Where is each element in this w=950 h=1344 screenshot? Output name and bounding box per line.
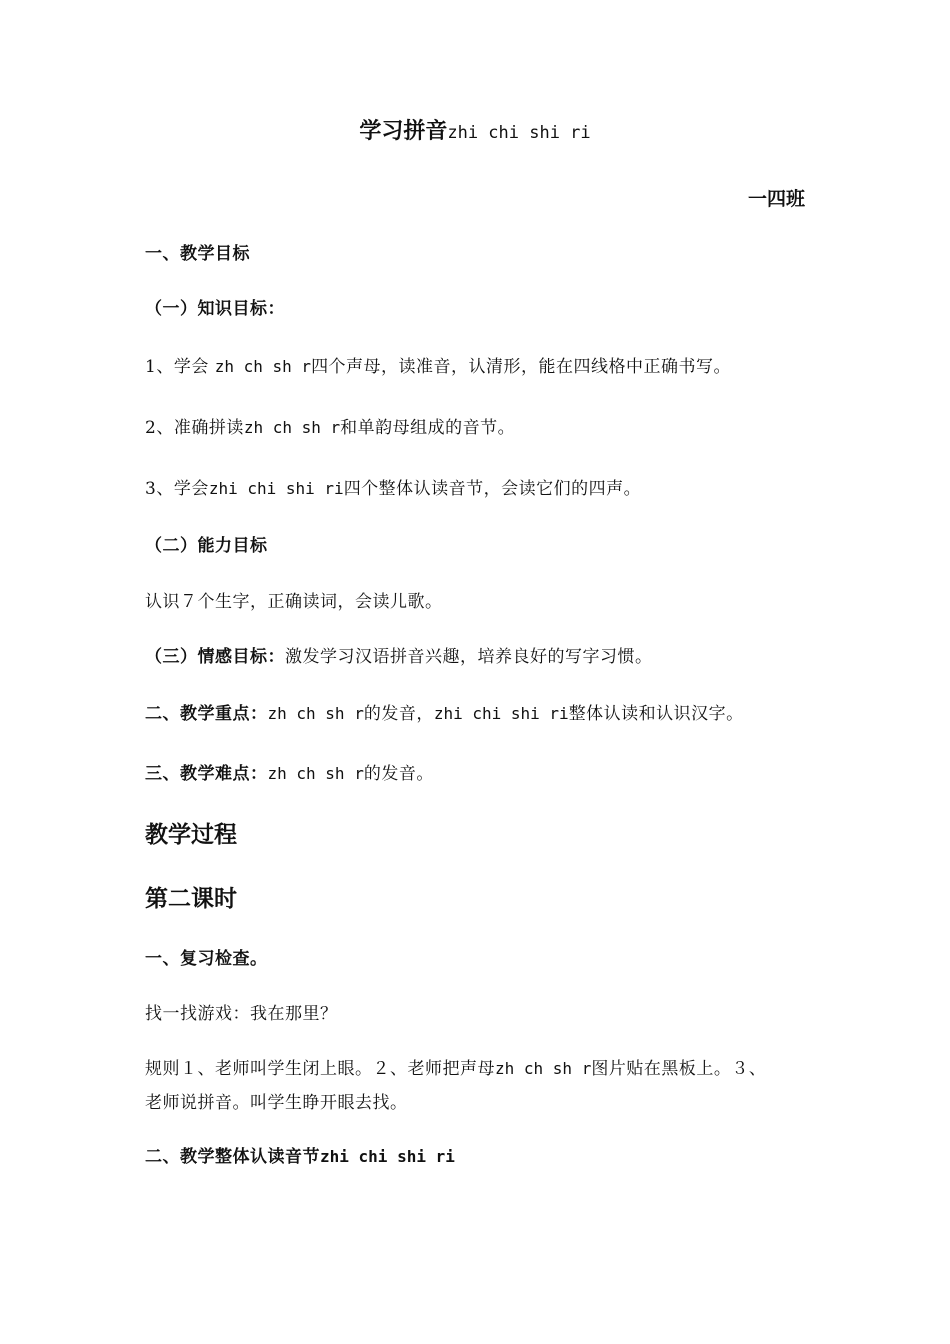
kg2-prefix: 2、准确拼读 (145, 418, 244, 438)
section-teaching-goals: 一、教学目标 (145, 244, 250, 264)
knowledge-goals-heading: （一）知识目标： (145, 299, 285, 319)
difficulty-pinyin: zh ch sh r (267, 764, 364, 783)
rules-line-2: 老师说拼音。叫学生睁开眼去找。 (145, 1093, 408, 1113)
lesson-heading: 第二课时 (145, 886, 237, 912)
ability-goals-heading: （二）能力目标 (145, 536, 268, 556)
document-title (0, 118, 950, 147)
process-heading: 教学过程 (145, 822, 237, 848)
kg3-pinyin: zhi chi shi ri (208, 479, 344, 498)
kg2-suffix: 和单韵母组成的音节。 (340, 418, 516, 438)
class-name: 一四班 (747, 188, 805, 210)
kg1-suffix: 四个声母，读准音，认清形，能在四线格中正确书写。 (311, 357, 732, 377)
title-pinyin: zhi chi shi ri (447, 123, 591, 143)
focus-pinyin-1: zh ch sh r (267, 704, 364, 723)
focus-end: 整体认读和认识汉字。 (568, 704, 744, 724)
whole-syllables-label: 二、教学整体认读音节 (145, 1147, 320, 1167)
teaching-difficulty (145, 763, 434, 785)
whole-syllables-pinyin: zhi chi shi ri (320, 1147, 455, 1166)
focus-mid: 的发音， (363, 704, 434, 724)
teaching-focus-heading: 二、教学重点： (145, 704, 268, 724)
kg3-suffix: 四个整体认读音节，会读它们的四声。 (343, 479, 642, 499)
title-chinese: 学习拼音 (359, 119, 448, 144)
rules-prefix: 规则１、老师叫学生闭上眼。２、老师把声母 (145, 1059, 495, 1079)
emotion-goals-heading: （三）情感目标： (145, 647, 285, 667)
review-game: 找一找游戏：我在那里？ (145, 1004, 338, 1024)
whole-syllables-heading (145, 1146, 455, 1168)
knowledge-goal-3 (145, 478, 641, 500)
focus-pinyin-2: zhi chi shi ri (433, 704, 569, 723)
knowledge-goal-1 (145, 356, 731, 378)
rules-pinyin: zh ch sh r (495, 1059, 592, 1078)
emotion-goals-text: 激发学习汉语拼音兴趣，培养良好的写字习惯。 (285, 647, 653, 667)
kg1-prefix: 1、学会 (145, 357, 215, 377)
kg2-pinyin: zh ch sh r (243, 418, 341, 437)
kg3-prefix: 3、学会 (145, 479, 209, 499)
teaching-focus (145, 703, 744, 725)
rules-line-1 (145, 1058, 766, 1080)
review-heading: 一、复习检查。 (145, 949, 268, 969)
teaching-difficulty-heading: 三、教学难点： (145, 764, 268, 784)
ability-goal-1: 认识７个生字，正确读词，会读儿歌。 (145, 592, 443, 612)
knowledge-goal-2 (145, 417, 515, 439)
emotion-goals (145, 646, 653, 668)
difficulty-end: 的发音。 (363, 764, 434, 784)
kg1-pinyin: zh ch sh r (214, 357, 312, 376)
rules-suffix: 图片贴在黑板上。３、 (591, 1059, 767, 1079)
